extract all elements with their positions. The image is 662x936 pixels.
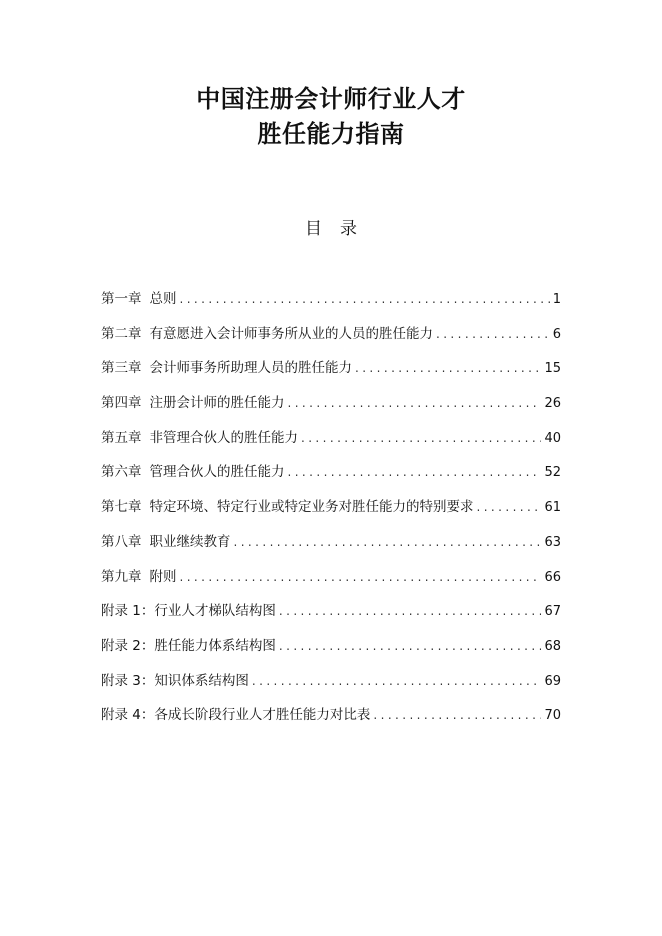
- toc-entry[interactable]: [101, 601, 561, 636]
- toc-chapter-title: 有意愿进入会计师事务所从业的人员的胜任能力: [149, 325, 433, 342]
- toc-chapter-number: 第九章: [101, 568, 142, 585]
- toc-chapter-title: 注册会计师的胜任能力: [149, 395, 285, 412]
- toc-chapter-number: 附录 1：: [101, 603, 155, 620]
- toc-chapter-number: 附录 4：: [101, 707, 155, 724]
- toc-chapter-title: 胜任能力体系结构图: [154, 637, 276, 654]
- toc-chapter-number: 第三章: [101, 360, 142, 377]
- toc-entry[interactable]: [101, 324, 561, 359]
- toc-dot-leader: [252, 671, 542, 691]
- toc-page-number: 6: [552, 326, 561, 342]
- toc-dot-leader: [436, 324, 550, 344]
- toc-entry[interactable]: [101, 705, 561, 740]
- toc-dot-leader: [288, 462, 542, 482]
- toc-entry[interactable]: [101, 497, 561, 532]
- toc-entry-label: [101, 532, 234, 552]
- toc-page-number: 70: [544, 708, 561, 724]
- toc-entry-label: [101, 393, 288, 413]
- toc-chapter-number: 第五章: [101, 429, 142, 446]
- toc-heading: 目录: [305, 219, 375, 239]
- toc-entry[interactable]: [101, 532, 561, 567]
- toc-chapter-title: 总则: [149, 291, 177, 307]
- toc-entry-label: [101, 601, 279, 621]
- toc-entry[interactable]: [101, 428, 561, 463]
- toc-entry-label: [101, 289, 180, 309]
- toc-chapter-number: 第一章: [101, 291, 142, 307]
- toc-chapter-number: 第二章: [101, 325, 142, 342]
- toc-chapter-title: 会计师事务所助理人员的胜任能力: [149, 360, 352, 377]
- toc-dot-leader: [180, 567, 542, 587]
- toc-chapter-number: 第八章: [101, 533, 142, 550]
- toc-entry[interactable]: [101, 462, 561, 497]
- toc-entry-label: [101, 636, 279, 656]
- toc-chapter-title: 职业继续教育: [149, 533, 231, 550]
- toc-chapter-number: 第六章: [101, 464, 142, 481]
- toc-page-number: 52: [544, 465, 561, 481]
- toc-entry[interactable]: [101, 393, 561, 428]
- toc-entry[interactable]: [101, 567, 561, 602]
- toc-chapter-number: 第七章: [101, 499, 142, 516]
- toc-page-number: 15: [544, 361, 561, 377]
- toc-chapter-title: 特定环境、特定行业或特定业务对胜任能力的特别要求: [149, 499, 474, 516]
- toc-dot-leader: [234, 532, 542, 552]
- toc-chapter-title: 附则: [149, 568, 177, 585]
- toc-page-number: 66: [544, 569, 561, 585]
- toc-chapter-title: 行业人才梯队结构图: [154, 603, 276, 620]
- toc-page-number: 69: [544, 673, 561, 689]
- toc-chapter-number: 第四章: [101, 395, 142, 412]
- toc-dot-leader: [180, 289, 550, 309]
- toc-dot-leader: [477, 497, 542, 517]
- toc-dot-leader: [288, 393, 542, 413]
- table-of-contents: [101, 289, 561, 740]
- document-title-line-1: 中国注册会计师行业人才: [196, 85, 466, 113]
- toc-chapter-title: 非管理合伙人的胜任能力: [149, 429, 298, 446]
- toc-dot-leader: [301, 428, 541, 448]
- toc-chapter-number: 附录 2：: [101, 637, 155, 654]
- toc-entry-label: [101, 324, 436, 344]
- toc-entry-label: [101, 497, 477, 517]
- toc-chapter-title: 管理合伙人的胜任能力: [149, 464, 285, 481]
- toc-entry[interactable]: [101, 358, 561, 393]
- toc-page-number: 40: [544, 430, 561, 446]
- toc-dot-leader: [279, 636, 542, 656]
- toc-chapter-number: 附录 3：: [101, 672, 155, 689]
- toc-page-number: 61: [544, 500, 561, 516]
- toc-entry-label: [101, 567, 180, 587]
- toc-entry-label: [101, 358, 355, 378]
- toc-page-number: 1: [552, 292, 561, 307]
- toc-entry[interactable]: [101, 636, 561, 671]
- toc-entry[interactable]: [101, 671, 561, 706]
- toc-dot-leader: [373, 705, 541, 725]
- toc-dot-leader: [355, 358, 541, 378]
- toc-entry-label: [101, 705, 373, 725]
- toc-entry-label: [101, 671, 252, 691]
- toc-dot-leader: [279, 601, 542, 621]
- toc-page-number: 26: [544, 396, 561, 412]
- toc-chapter-title: 各成长阶段行业人才胜任能力对比表: [154, 707, 371, 724]
- document-title-line-2: 胜任能力指南: [257, 120, 405, 148]
- toc-entry-label: [101, 428, 301, 448]
- toc-page-number: 63: [544, 534, 561, 550]
- toc-page-number: 68: [544, 638, 561, 654]
- toc-entry-label: [101, 462, 288, 482]
- toc-page-number: 67: [544, 604, 561, 620]
- toc-chapter-title: 知识体系结构图: [154, 672, 249, 689]
- toc-entry[interactable]: [101, 289, 561, 324]
